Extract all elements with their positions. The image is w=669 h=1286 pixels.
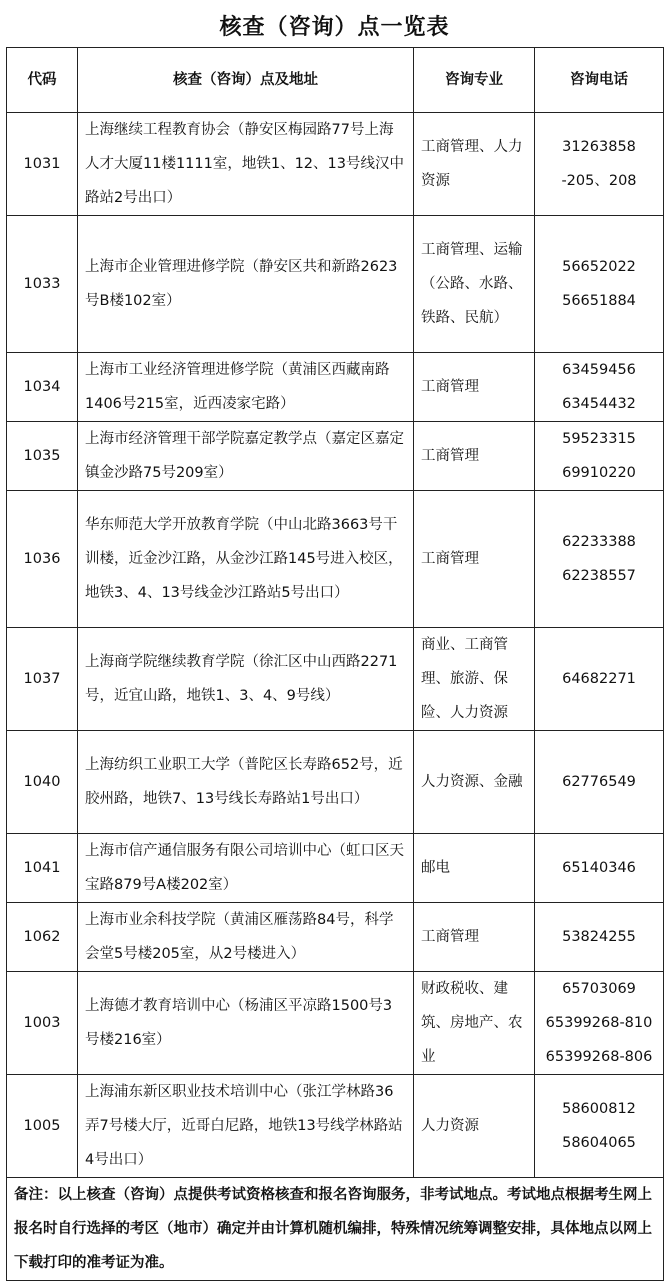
table-row [7,731,664,834]
table-row [7,903,664,972]
table-row [7,834,664,903]
header-phone: 咨询电话 [535,48,664,113]
table-row [7,1075,664,1178]
row-phones [535,113,664,216]
row-phones [535,216,664,353]
phone-number: 63454432 [562,396,636,412]
row-major: 人力资源 [414,1075,535,1178]
row-major: 财政税收、建筑、房地产、农业 [414,972,535,1075]
phone-number: 56652022 [562,259,636,275]
phone-number: 64682271 [562,671,636,687]
row-address: 上海市信产通信服务有限公司培训中心（虹口区天宝路879号A楼202室） [78,834,414,903]
row-address: 上海市经济管理干部学院嘉定教学点（嘉定区嘉定镇金沙路75号209室） [78,422,414,491]
row-address: 上海继续工程教育协会（静安区梅园路77号上海人才大厦11楼1111室，地铁1、12、13号线汉中路站2号出口） [78,113,414,216]
row-major: 人力资源、金融 [414,731,535,834]
table-row [7,972,664,1075]
phone-number: -205、208 [561,173,637,189]
row-major: 商业、工商管理、旅游、保险、人力资源 [414,628,535,731]
row-code: 1035 [7,422,78,491]
row-address: 上海市业余科技学院（黄浦区雁荡路84号，科学会堂5号楼205室，从2号楼进入） [78,903,414,972]
header-row [7,48,664,113]
row-address: 上海市企业管理进修学院（静安区共和新路2623号B楼102室） [78,216,414,353]
phone-number: 65140346 [562,860,636,876]
row-address: 上海浦东新区职业技术培训中心（张江学林路36弄7号楼大厅，近哥白尼路，地铁13号线学林路站4号出口） [78,1075,414,1178]
phone-number: 56651884 [562,293,636,309]
header-address: 核查（咨询）点及地址 [78,48,414,113]
consultation-table [6,47,664,1281]
header-code: 代码 [7,48,78,113]
header-major: 咨询专业 [414,48,535,113]
row-major: 工商管理 [414,491,535,628]
table-row [7,422,664,491]
table-row [7,491,664,628]
table-row [7,113,664,216]
row-code: 1033 [7,216,78,353]
note-text: 备注：以上核查（咨询）点提供考试资格核查和报名咨询服务，非考试地点。考试地点根据考生网上报名时自行选择的考区（地市）确定并由计算机随机编排，特殊情况统筹调整安排，具体地点以网上下载打印的准考证为准。 [7,1178,664,1281]
row-address: 上海市工业经济管理进修学院（黄浦区西藏南路1406号215室，近西凌家宅路） [78,353,414,422]
phone-number: 62238557 [562,568,636,584]
row-code: 1031 [7,113,78,216]
row-phones [535,353,664,422]
phone-number: 65399268-810 [545,1015,653,1031]
phone-number: 31263858 [562,139,636,155]
table-row [7,216,664,353]
phone-number: 63459456 [562,362,636,378]
row-code: 1062 [7,903,78,972]
row-address: 华东师范大学开放教育学院（中山北路3663号干训楼，近金沙江路，从金沙江路145号进入校区，地铁3、4、13号线金沙江路站5号出口） [78,491,414,628]
row-address: 上海商学院继续教育学院（徐汇区中山西路2271号，近宜山路，地铁1、3、4、9号线） [78,628,414,731]
table-row [7,628,664,731]
phone-number: 69910220 [562,465,636,481]
row-code: 1041 [7,834,78,903]
row-phones [535,1075,664,1178]
row-major: 工商管理 [414,353,535,422]
row-phones [535,491,664,628]
page-title: 核查（咨询）点一览表 [219,15,450,40]
row-phones [535,731,664,834]
row-phones [535,628,664,731]
phone-number: 65399268-806 [545,1049,653,1065]
row-phones [535,834,664,903]
phone-number: 58604065 [562,1135,636,1151]
row-phones [535,972,664,1075]
row-phones [535,903,664,972]
row-major: 邮电 [414,834,535,903]
phone-number: 62233388 [562,534,636,550]
phone-number: 62776549 [562,774,636,790]
row-major: 工商管理 [414,903,535,972]
row-code: 1040 [7,731,78,834]
row-code: 1037 [7,628,78,731]
row-phones [535,422,664,491]
row-major: 工商管理、人力资源 [414,113,535,216]
table-row [7,353,664,422]
row-major: 工商管理 [414,422,535,491]
row-code: 1005 [7,1075,78,1178]
phone-number: 58600812 [562,1101,636,1117]
phone-number: 65703069 [562,981,636,997]
phone-number: 59523315 [562,431,636,447]
note-row [7,1178,664,1281]
row-address: 上海纺织工业职工大学（普陀区长寿路652号，近胶州路，地铁7、13号线长寿路站1号出口） [78,731,414,834]
row-code: 1034 [7,353,78,422]
row-code: 1003 [7,972,78,1075]
row-major: 工商管理、运输（公路、水路、铁路、民航） [414,216,535,353]
row-address: 上海德才教育培训中心（杨浦区平凉路1500号3号楼216室） [78,972,414,1075]
phone-number: 53824255 [562,929,636,945]
row-code: 1036 [7,491,78,628]
